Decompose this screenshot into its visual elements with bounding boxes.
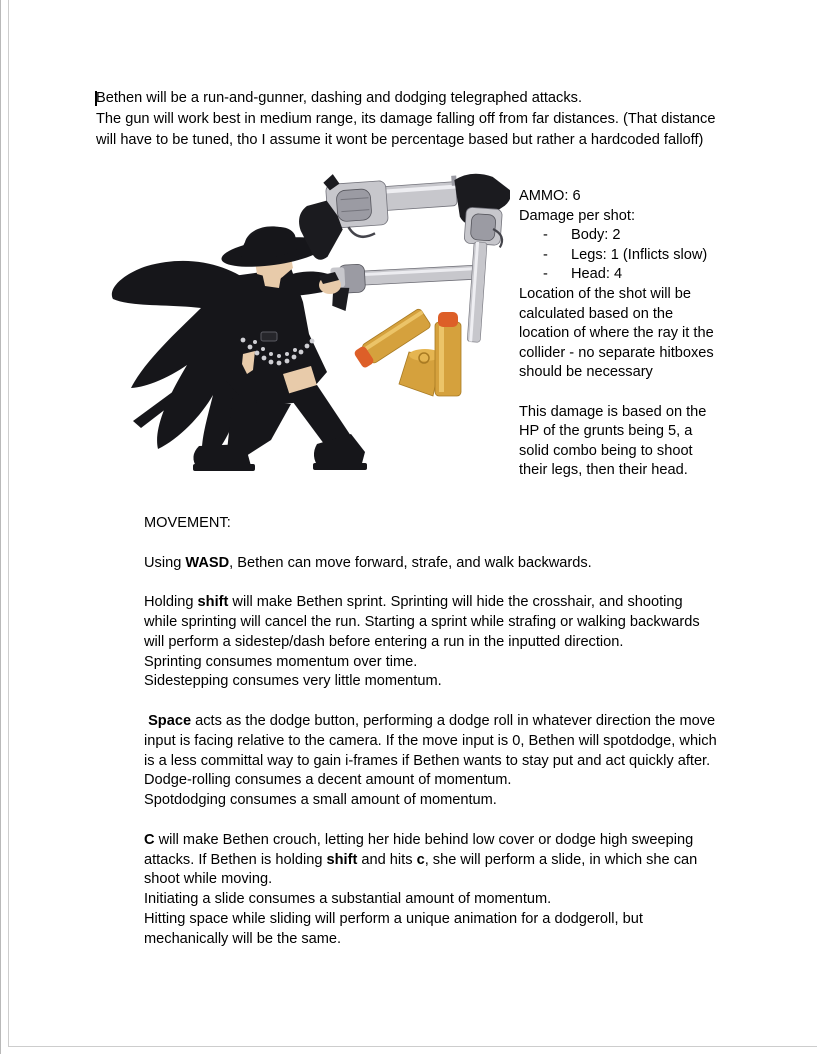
text-line: solid combo being to shoot <box>519 442 693 459</box>
text-line <box>519 383 714 403</box>
text-line: Initiating a slide consumes a substantial amount of momentum. <box>144 891 552 908</box>
text-line: The gun will work best in medium range, its damage falling off from far distances. (That distance <box>96 111 716 127</box>
text-line: Space acts as the dodge button, performing a dodge roll in whatever direction the move <box>148 712 716 729</box>
text-line: shoot while moving. <box>144 871 273 888</box>
ammo-cartridges <box>353 308 461 396</box>
text-line: their legs, then their head. <box>519 462 688 479</box>
text-line: AMMO: 6 <box>519 188 581 204</box>
text-line: will have to be tuned, tho I assume it wont be percentage based but rather a hardcoded falloff) <box>96 132 704 148</box>
text-line: mechanically will be the same. <box>144 930 342 947</box>
text-line: is a less committal way to gain i-frames if Bethen wants to stay put and act quickly after. <box>144 752 711 769</box>
text-line: location of where the ray it the <box>519 325 714 342</box>
text-line: Bethen will be a run-and-gunner, dashing and dodging telegraphed attacks. <box>96 90 582 106</box>
window-edge <box>0 0 1 1054</box>
text-line: while sprinting will cancel the run. Starting a sprint while strafing or walking backwards <box>144 613 700 630</box>
text-line: Spotdodging consumes a small amount of momentum. <box>144 792 497 809</box>
text-line <box>144 692 717 712</box>
revolver-held <box>330 258 482 312</box>
text-line <box>144 811 717 831</box>
text-line: calculated based on the <box>519 305 674 322</box>
text-line: will perform a sidestep/dash before entering a run in the inputted direction. <box>144 633 624 650</box>
text-line: MOVEMENT: <box>144 515 231 531</box>
bullet-dash: - <box>543 266 548 283</box>
text-line: - Head: 4 <box>519 265 714 285</box>
text-line <box>144 573 717 593</box>
text-line: Location of the shot will be <box>519 285 691 302</box>
text-line <box>144 534 717 554</box>
text-line: Damage per shot: <box>519 207 636 224</box>
text-line: This damage is based on the <box>519 403 707 420</box>
text-line: Holding shift will make Bethen sprint. Sprinting will hide the crosshair, and shooting <box>144 594 683 611</box>
movement-section <box>144 514 717 950</box>
inline-figure-image[interactable] <box>103 168 510 478</box>
bullet-dash: - <box>543 227 548 244</box>
revolver-top <box>296 168 462 261</box>
character-figure <box>112 220 367 471</box>
text-line: - Body: 2 <box>519 226 714 246</box>
text-line: C will make Bethen crouch, letting her hide behind low cover or dodge high sweeping <box>144 831 694 848</box>
text-line: input is facing relative to the camera. If the move input is 0, Bethen will spotdodge, which <box>144 732 717 749</box>
text-line: Using WASD, Bethen can move forward, strafe, and walk backwards. <box>144 554 592 571</box>
text-line: Sidestepping consumes very little momentum. <box>144 673 442 690</box>
text-line: should be necessary <box>519 364 653 381</box>
text-line: - Legs: 1 (Inflicts slow) <box>519 246 714 266</box>
text-line: HP of the grunts being 5, a <box>519 423 693 440</box>
bullet-dash: - <box>543 246 548 263</box>
text-line: Sprinting consumes momentum over time. <box>144 653 418 670</box>
text-line: collider - no separate hitboxes <box>519 344 714 361</box>
intro-paragraph <box>96 88 715 151</box>
ammo-stats-column <box>519 187 714 481</box>
text-line: Dodge-rolling consumes a decent amount of momentum. <box>144 772 512 789</box>
text-line: attacks. If Bethen is holding shift and hits c, she will perform a slide, in which she can <box>144 851 698 868</box>
text-line: Hitting space while sliding will perform a unique animation for a dodgeroll, but <box>144 910 643 927</box>
